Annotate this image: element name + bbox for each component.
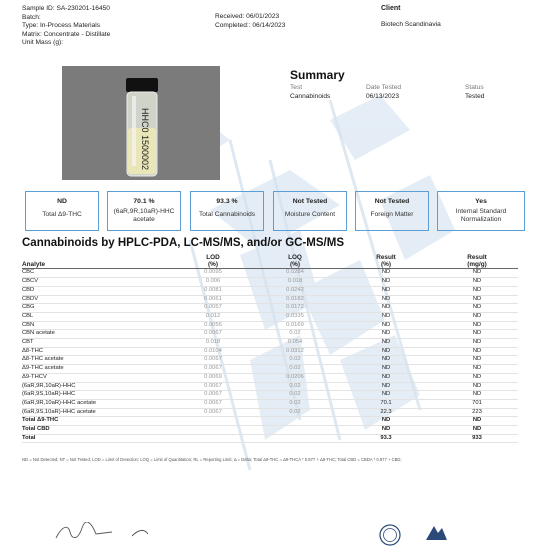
cannabinoid-results-table (22, 254, 518, 443)
header-result-pct: Result (%) (336, 254, 436, 269)
cell-analyte: CBC (22, 269, 172, 278)
header-analyte: Analyte (22, 254, 172, 269)
vial-image (120, 78, 164, 178)
cell-loq: 0.02 (254, 399, 336, 408)
cell-analyte: Δ8-THC acetate (22, 356, 172, 365)
summary-date (366, 83, 401, 101)
status-value: Tested (465, 93, 485, 100)
cell-lod: 0.0067 (172, 399, 254, 408)
cell-loq (254, 426, 336, 435)
cell-loq: 0.0172 (254, 304, 336, 313)
badge-total-cannabinoids (190, 191, 264, 231)
cell-analyte: Total (22, 434, 172, 443)
cell-result-pct: 93.3 (336, 434, 436, 443)
summary-test (290, 83, 330, 101)
badge-moisture (273, 191, 347, 231)
dates-info (215, 13, 285, 30)
sample-type: Type: In-Process Materials (22, 22, 101, 30)
sample-id: Sample ID: SA-230201-16450 (22, 5, 110, 12)
cell-result-pct: ND (336, 382, 436, 391)
badge-label: Foreign Matter (370, 211, 414, 218)
cell-result-pct: 70.1 (336, 399, 436, 408)
cell-result-mg: ND (436, 365, 518, 374)
cell-result-mg: ND (436, 382, 518, 391)
cell-result-mg: ND (436, 391, 518, 400)
badge-label: Internal Standard Normalization (455, 208, 507, 223)
cell-result-mg: 223 (436, 408, 518, 417)
cell-loq: 0.0169 (254, 321, 336, 330)
cell-lod (172, 434, 254, 443)
cell-loq: 0.0284 (254, 269, 336, 278)
cell-result-pct: ND (336, 269, 436, 278)
badge-total-thc (25, 191, 99, 231)
date-label: Date Tested (366, 84, 402, 91)
cell-lod: 0.012 (172, 312, 254, 321)
cell-analyte: CBN (22, 321, 172, 330)
sample-info (22, 5, 110, 48)
cell-result-pct: ND (336, 286, 436, 295)
client-name: Biotech Scandinavia (381, 21, 441, 28)
cell-result-mg: ND (436, 286, 518, 295)
table-row (22, 278, 518, 287)
cell-result-pct: ND (336, 373, 436, 382)
cell-result-mg: 933 (436, 434, 518, 443)
cell-lod: 0.0104 (172, 347, 254, 356)
table-row (22, 347, 518, 356)
cell-analyte: (6aR,9S,10aR)-HHC acetate (22, 408, 172, 417)
cell-loq (254, 417, 336, 426)
table-row (22, 373, 518, 382)
table-row (22, 365, 518, 374)
cell-result-pct: ND (336, 356, 436, 365)
accreditation-logo-icon (424, 526, 448, 540)
unit-mass: Unit Mass (g): (22, 39, 64, 47)
cell-loq: 0.02 (254, 365, 336, 374)
cell-lod: 0.0056 (172, 321, 254, 330)
cell-analyte: CBT (22, 339, 172, 348)
cell-analyte: Δ9-THCV (22, 373, 172, 382)
cell-loq: 0.054 (254, 339, 336, 348)
completed-date: Completed:: 06/14/2023 (215, 21, 286, 29)
badge-value: Not Tested (374, 198, 410, 205)
cell-result-mg: ND (436, 269, 518, 278)
cell-result-mg: ND (436, 278, 518, 287)
badge-value: 93.3 % (216, 198, 238, 205)
client-label: Client (381, 5, 401, 12)
cell-analyte: CBCV (22, 278, 172, 287)
cell-lod: 0.0081 (172, 286, 254, 295)
batch: Batch: (22, 13, 41, 21)
badge-hhc-acetate (107, 191, 181, 231)
cell-result-pct: ND (336, 321, 436, 330)
product-photo (62, 66, 220, 180)
accreditation-seal-icon (379, 524, 401, 546)
badge-internal-standard (437, 191, 525, 231)
cell-analyte: CBD (22, 286, 172, 295)
cell-result-mg: ND (436, 304, 518, 313)
table-row (22, 399, 518, 408)
table-row (22, 339, 518, 348)
cell-analyte: Total CBD (22, 426, 172, 435)
cell-result-pct: ND (336, 426, 436, 435)
test-value: Cannabinoids (290, 93, 331, 100)
cell-result-mg: ND (436, 321, 518, 330)
cell-lod (172, 417, 254, 426)
cell-result-mg: ND (436, 339, 518, 348)
cell-lod: 0.0067 (172, 356, 254, 365)
cell-lod: 0.0067 (172, 391, 254, 400)
footnote: ND = Not Detected; NT = Not Tested; LOD = Limit of Detection; LOQ = Limit of Quantitation; RL = Reporting Limit; Δ = Delta; Total Δ9-THC = Δ9-THCA * 0.877 + Δ9-THC; Total CBD = CBDA * 0.877 + CBD; (22, 457, 402, 462)
cell-result-mg: ND (436, 373, 518, 382)
cell-loq: 0.018 (254, 278, 336, 287)
summary-status (465, 83, 484, 101)
header-loq: LOQ (%) (254, 254, 336, 269)
cell-lod: 0.018 (172, 339, 254, 348)
cell-result-pct: ND (336, 330, 436, 339)
header-lod: LOD (%) (172, 254, 254, 269)
date-value: 06/13/2023 (366, 93, 400, 100)
signature (52, 522, 192, 540)
table-row (22, 417, 518, 426)
cell-analyte: (6aR,9R,10aR)-HHC acetate (22, 399, 172, 408)
cell-result-mg: ND (436, 417, 518, 426)
badge-label: (6aR,9R,10aR)-HHC acetate (113, 208, 175, 223)
cell-lod: 0.0095 (172, 269, 254, 278)
cell-analyte: CBN acetate (22, 330, 172, 339)
cell-loq: 0.02 (254, 408, 336, 417)
cell-result-pct: ND (336, 347, 436, 356)
badge-value: Yes (475, 198, 487, 205)
cell-lod: 0.0067 (172, 330, 254, 339)
cell-result-mg: ND (436, 295, 518, 304)
table-row (22, 321, 518, 330)
header-result-mg: Result (mg/g) (436, 254, 518, 269)
cell-lod: 0.0067 (172, 408, 254, 417)
table-row (22, 434, 518, 443)
cell-loq: 0.02 (254, 391, 336, 400)
cell-analyte: CBG (22, 304, 172, 313)
cell-analyte: Δ9-THC acetate (22, 365, 172, 374)
table-row (22, 304, 518, 313)
cell-result-pct: ND (336, 278, 436, 287)
badge-value: 70.1 % (133, 198, 155, 205)
table-row (22, 330, 518, 339)
cell-result-mg: ND (436, 312, 518, 321)
cell-loq: 0.02 (254, 382, 336, 391)
vial-label: HHC0 1500002 (140, 108, 150, 171)
cell-analyte: (6aR,9S,10aR)-HHC (22, 391, 172, 400)
table-row (22, 269, 518, 278)
cell-result-pct: ND (336, 417, 436, 426)
cell-analyte: Total Δ9-THC (22, 417, 172, 426)
cell-result-mg: ND (436, 426, 518, 435)
cell-result-pct: 22.3 (336, 408, 436, 417)
cell-lod: 0.0067 (172, 382, 254, 391)
cell-analyte: CBDV (22, 295, 172, 304)
cell-analyte: CBL (22, 312, 172, 321)
cell-lod (172, 426, 254, 435)
table-row (22, 408, 518, 417)
badge-label: Total Cannabinoids (198, 211, 256, 218)
cell-lod: 0.006 (172, 278, 254, 287)
cell-loq: 0.0182 (254, 295, 336, 304)
cell-analyte: (6aR,9R,10aR)-HHC (22, 382, 172, 391)
table-row (22, 426, 518, 435)
cell-loq: 0.02 (254, 330, 336, 339)
cell-loq: 0.0206 (254, 373, 336, 382)
cell-lod: 0.0061 (172, 295, 254, 304)
cell-lod: 0.0069 (172, 373, 254, 382)
matrix: Matrix: Concentrate - Distillate (22, 30, 111, 38)
cell-lod: 0.0067 (172, 365, 254, 374)
cell-result-mg: 701 (436, 399, 518, 408)
summary-title: Summary (290, 68, 345, 82)
cell-result-mg: ND (436, 330, 518, 339)
section-title: Cannabinoids by HPLC-PDA, LC-MS/MS, and/or GC-MS/MS (22, 237, 344, 249)
cell-loq: 0.0335 (254, 312, 336, 321)
cell-result-mg: ND (436, 347, 518, 356)
cell-result-pct: ND (336, 295, 436, 304)
table-row (22, 382, 518, 391)
table-row (22, 312, 518, 321)
cell-loq (254, 434, 336, 443)
badge-label: Total Δ9-THC (42, 211, 82, 218)
cell-result-pct: ND (336, 365, 436, 374)
cell-result-mg: ND (436, 356, 518, 365)
received-date: Received: 06/01/2023 (215, 13, 280, 20)
table-row (22, 286, 518, 295)
cell-loq: 0.0312 (254, 347, 336, 356)
cell-loq: 0.0242 (254, 286, 336, 295)
badge-label: Moisture Content (284, 211, 336, 218)
cell-result-pct: ND (336, 391, 436, 400)
badge-foreign-matter (355, 191, 429, 231)
cell-lod: 0.0057 (172, 304, 254, 313)
cell-analyte: Δ8-THC (22, 347, 172, 356)
cell-result-pct: ND (336, 312, 436, 321)
cell-loq: 0.02 (254, 356, 336, 365)
badge-value: Not Tested (292, 198, 328, 205)
test-label: Test (290, 84, 303, 91)
table-header-row (22, 254, 518, 269)
badge-value: ND (57, 198, 67, 205)
status-label: Status (465, 84, 484, 91)
cell-result-pct: ND (336, 304, 436, 313)
table-row (22, 391, 518, 400)
table-row (22, 356, 518, 365)
cell-result-pct: ND (336, 339, 436, 348)
table-row (22, 295, 518, 304)
